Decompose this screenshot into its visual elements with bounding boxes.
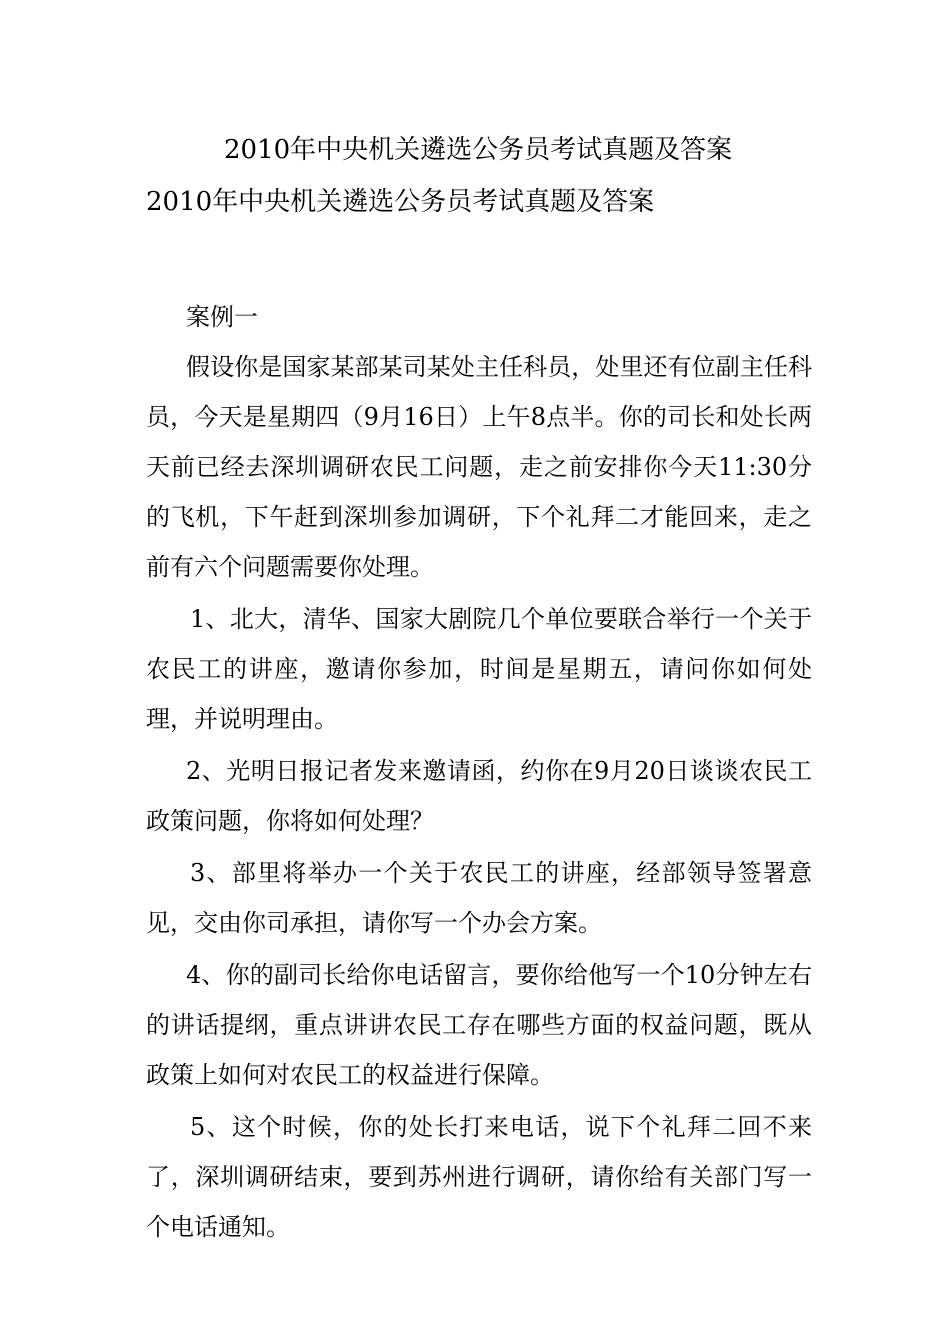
document-body [146,130,812,1252]
document-title-repeat: 2010年中央机关遴选公务员考试真题及答案 [146,187,655,217]
question-4: 4、你的副司长给你电话留言，要你给他写一个10分钟左右的讲话提纲，重点讲讲农民工存在哪些方面的权益问题，既从政策上如何对农民工的权益进行保障。 [146,961,812,1089]
question-3: 3、部里将举办一个关于农民工的讲座，经部领导签署意见，交由你司承担，请你写一个办会方案。 [146,859,812,937]
document-title: 2010年中央机关遴选公务员考试真题及答案 [224,135,733,165]
question-2: 2、光明日报记者发来邀请函，约你在9月20日谈谈农民工政策问题，你将如何处理？ [146,757,812,835]
question-1: 1、北大，清华、国家大剧院几个单位要联合举行一个关于农民工的讲座，邀请你参加，时间是星期五，请问你如何处理，并说明理由。 [146,605,812,733]
question-5: 5、这个时候，你的处长打来电话，说下个礼拜二回不来了，深圳调研结束，要到苏州进行调研，请你给有关部门写一个电话通知。 [146,1113,812,1241]
intro-paragraph: 假设你是国家某部某司某处主任科员，处里还有位副主任科员，今天是星期四（9月16日）上午8点半。你的司长和处长两天前已经去深圳调研农民工问题，走之前安排你今天11:30分的飞机，下午赶到深圳参加调研，下个礼拜二才能回来，走之前有六个问题需要你处理。 [146,353,812,581]
section-heading: 案例一 [186,303,258,331]
